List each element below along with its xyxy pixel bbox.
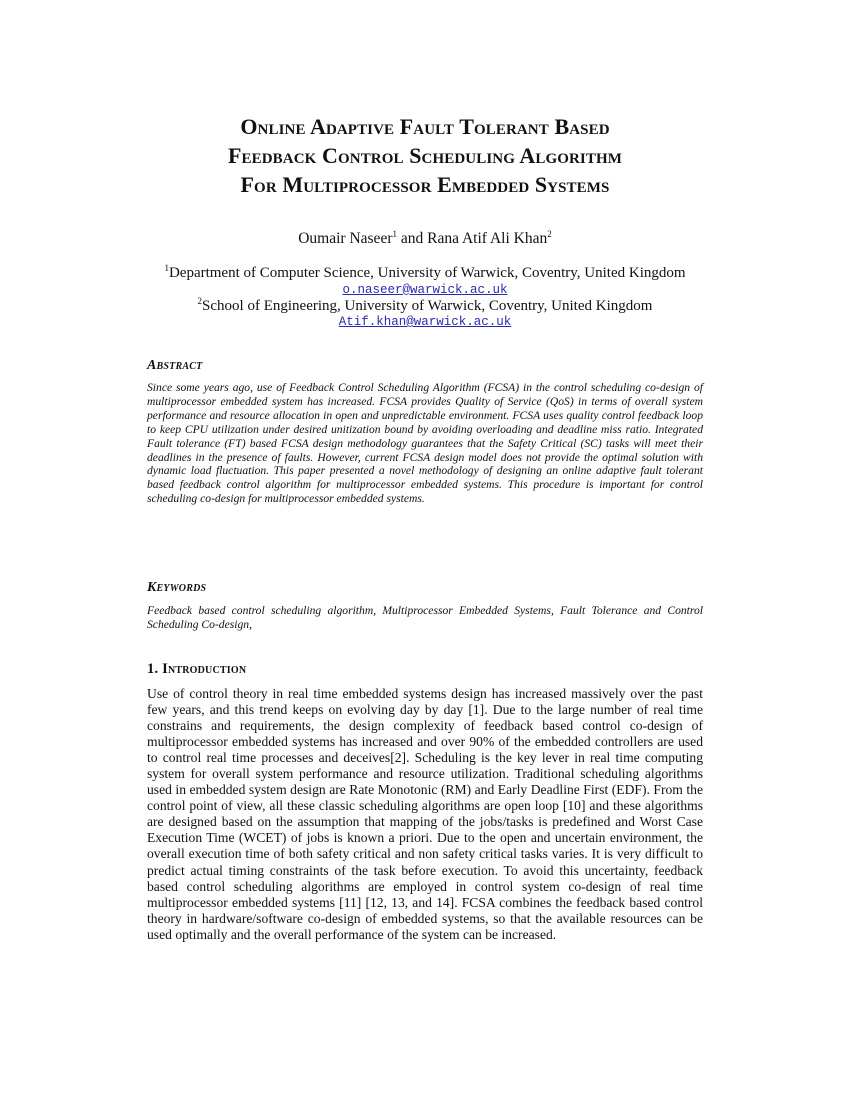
- author-2-name: Rana Atif Ali Khan: [427, 230, 548, 247]
- affiliation-1: [147, 265, 703, 282]
- title-line-1: Online Adaptive Fault Tolerant Based: [240, 114, 610, 139]
- affiliation-1-sup: 1: [164, 263, 169, 273]
- author-line: [147, 229, 703, 249]
- affiliation-1-email-link[interactable]: o.naseer@warwick.ac.uk: [342, 282, 508, 297]
- paper-title: [147, 112, 703, 199]
- author-1-sup: 1: [392, 228, 397, 239]
- abstract-heading: Abstract: [147, 358, 203, 373]
- title-line-3: For Multiprocessor Embedded Systems: [240, 172, 610, 197]
- affiliation-1-text: Department of Computer Science, University of Warwick, Coventry, United Kingdom: [168, 265, 686, 281]
- keywords-body: Feedback based control scheduling algorithm, Multiprocessor Embedded Systems, Fault Tolerance and Control Scheduling Co-design,: [147, 604, 703, 631]
- affiliation-2-sup: 2: [197, 295, 203, 306]
- affiliation-2-text: School of Engineering, University of Warwick, Coventry, United Kingdom: [202, 297, 653, 314]
- introduction-heading: 1. Introduction: [147, 661, 247, 677]
- affiliations: [147, 265, 703, 330]
- abstract-body: Since some years ago, use of Feedback Control Scheduling Algorithm (FCSA) in the control scheduling co-design of multiprocessor embedded system has increased. FCSA provides Quality of Service (QoS) in terms of overall system performance and resource allocation in open and unpredictable environment. FCSA uses quality control feedback loop to keep CPU utilization under desired unitization bound by avoiding overloading and deadline miss ratio. Integrated Fault tolerance (FT) based FCSA design methodology guarantees that the Safety Critical (SC) tasks will meet their deadlines in the presence of faults. However, current FCSA design model does not provide the optimal solution with dynamic load fluctuation. This paper presented a novel methodology of designing an online adaptive fault tolerant based feedback control algorithm for multiprocessor embedded systems. This procedure is important for control scheduling co-design for multiprocessor embedded systems.: [147, 381, 703, 506]
- affiliation-2-email-link[interactable]: Atif.khan@warwick.ac.uk: [338, 315, 512, 329]
- affiliation-2: [147, 295, 703, 315]
- title-line-2: Feedback Control Scheduling Algorithm: [228, 143, 622, 168]
- author-1-name: Oumair Naseer: [298, 230, 393, 247]
- author-joiner: and: [396, 230, 428, 247]
- introduction-body: Use of control theory in real time embedded systems design has increased massively over the past few years, and this trend keeps on evolving day by day [1]. Due to the large number of real time constrains and requirements, the design complexity of feedback based control co-design of multiprocessor embedded systems has increased and over 90% of the embedded controllers are used to control real time processes and deceives[2]. Scheduling is the key lever in real time computing system for overall system performance and resource utilization. Traditional scheduling algorithms used in embedded system design are Rate Monotonic (RM) and Early Deadline First (EDF). From the control point of view, all these classic scheduling algorithms are open loop [10] and these algorithms are designed based on the assumption that mapping of the jobs/tasks is predefined and Worst Case Execution Time (WCET) of jobs is known a priori. Due to the open and uncertain environment, the overall execution time of both safety critical and non safety critical tasks varies. It is very difficult to predict actual timing constraints of the task before execution. To avoid this uncertainty, feedback based control scheduling algorithms are employed in control system co-design of real time multiprocessor embedded systems [11] [12, 13, and 14]. FCSA combines the feedback based control theory in hardware/software co-design of embedded systems, so that the available resources can be used optimally and the overall performance of the system can be increased.: [147, 686, 703, 942]
- keywords-heading: Keywords: [147, 580, 207, 595]
- author-2-sup: 2: [547, 228, 552, 239]
